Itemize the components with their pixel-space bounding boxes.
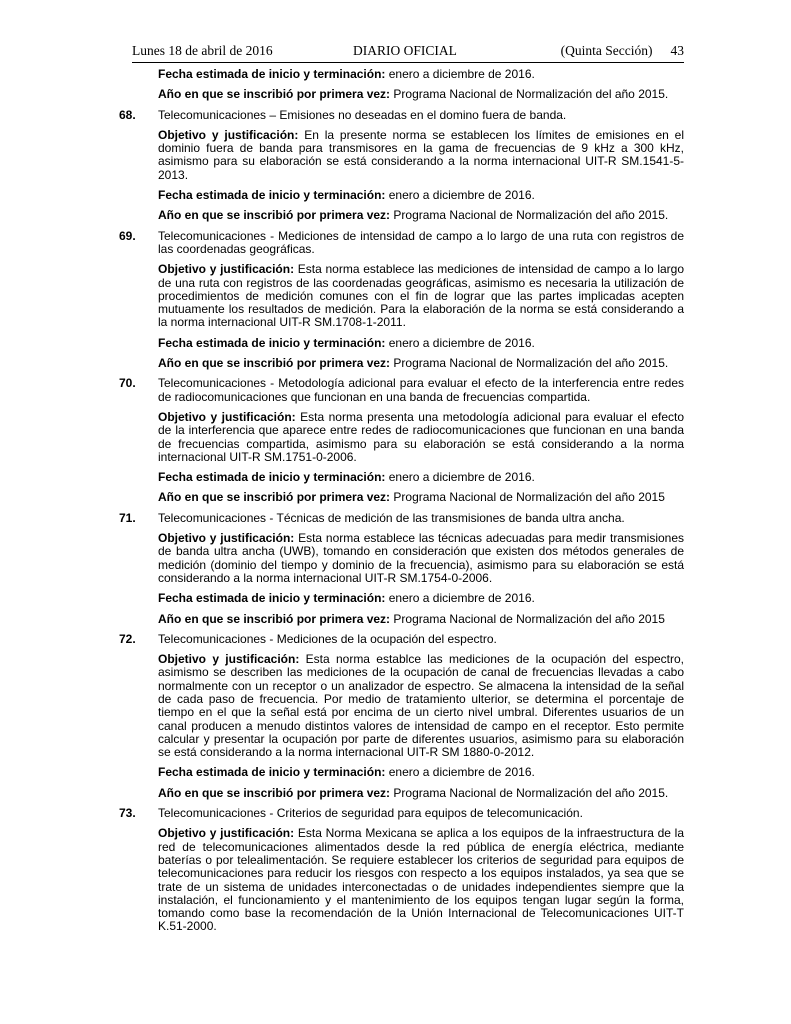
item-title: Telecomunicaciones - Técnicas de medición de las transmisiones de banda ultra ancha. (158, 510, 625, 525)
item-number: 71. (119, 510, 136, 525)
objetivo-text: Esta Norma Mexicana se aplica a los equipos de la infraestructura de la red de telecomunicaciones alimentados desde la red pública de energía eléctrica, mediante baterías o por telealimentación. Se requiere establecer los criterios de seguridad para equipos de telecomunicaciones para reducir los riesgos con respecto a los equipos instalados, ya sea que se trate de un sistema de unidades interconectadas o de unidades independientes siempre que la instalación, el funcionamiento y el mantenimiento de los equipos tengan lugar según la forma, tomando como base la recomendación de la Unión Internacional de Telecomunicaciones UIT-T K.51-2000. (158, 826, 685, 934)
item-72-objetivo (158, 653, 684, 759)
ano-value: Programa Nacional de Normalización del año 2015. (390, 785, 669, 800)
item-number: 73. (119, 806, 136, 821)
fecha-label: Fecha estimada de inicio y terminación: (158, 188, 386, 203)
item-72-ano (158, 787, 684, 800)
intro-fecha (158, 68, 684, 81)
header-publication: DIARIO OFICIAL (353, 43, 457, 58)
item-69-fecha (158, 337, 684, 350)
item-68-fecha (158, 189, 684, 202)
fecha-label: Fecha estimada de inicio y terminación: (158, 67, 386, 81)
objetivo-text: Esta norma establce las mediciones de la ocupación del espectro, asimismo se describen las mediciones de la ocupación de canal de frecuencias llevadas a cabo normalmente con un receptor o un analizador de espectro. Se almacena la intensidad de la señal de cada paso de frecuencia. Por medio de tratamiento ulterior, se determina el porcentaje de tiempo en el que la señal está por encima de un cierto nivel umbral. Diferentes usuarios de un canal producen a menudo distintos valores de intensidad de campo en el receptor. Esto permite calcular y presentar la ocupación por parte de diferentes usuarios, asimismo para su elaboración se está considerando a la norma internacional UIT-R SM 1880-0-2012. (158, 652, 684, 760)
ano-value: Programa Nacional de Normalización del año 2015 (390, 611, 665, 626)
item-70-objetivo (158, 411, 684, 464)
item-73-title (119, 806, 684, 821)
item-title: Telecomunicaciones - Metodología adicional para evaluar el efecto de la interferencia entre redes de radiocomunicaciones que funcionan en una banda de frecuencias compartida. (158, 376, 684, 404)
item-title: Telecomunicaciones - Mediciones de intensidad de campo a lo largo de una ruta con registros de las coordenadas geográficas. (158, 228, 684, 256)
objetivo-label: Objetivo y justificación: (158, 531, 295, 546)
ano-value: Programa Nacional de Normalización del año 2015. (390, 356, 669, 371)
fecha-value: enero a diciembre de 2016. (385, 765, 535, 780)
fecha-value: enero a diciembre de 2016. (385, 591, 535, 606)
item-69-ano (158, 357, 684, 370)
item-72-title (119, 631, 684, 646)
item-number: 68. (119, 107, 136, 122)
header-date: Lunes 18 de abril de 2016 (132, 43, 273, 58)
ano-label: Año en que se inscribió por primera vez: (158, 490, 391, 505)
objetivo-label: Objetivo y justificación: (158, 652, 300, 667)
fecha-value: enero a diciembre de 2016. (385, 67, 535, 81)
intro-ano (158, 88, 684, 101)
item-68-title (119, 107, 684, 122)
objetivo-text: Esta norma establece las mediciones de intensidad de campo a lo largo de una ruta con registros de las coordenadas geográficas, asimismo es necesaria la utilización de procedimientos de medición comunes con el fin de lograr que las partes implicadas acepten mutuamente los resultados de medición. Para la elaboración de la norma se está considerando a la norma internacional UIT-R SM.1708-1-2011. (158, 262, 685, 330)
ano-value: Programa Nacional de Normalización del año 2015. (390, 87, 669, 102)
item-69-objetivo (158, 263, 684, 329)
header-section: (Quinta Sección) (560, 43, 653, 58)
objetivo-text: En la presente norma se establecen los límites de emisiones en el dominio fuera de banda para transmisores en la gama de frecuencias de 9 kHz a 300 kHz, asimismo para su elaboración se está considerando a la norma internacional UIT-R SM.1541-5-2013. (158, 127, 684, 182)
fecha-label: Fecha estimada de inicio y terminación: (158, 470, 386, 485)
item-title: Telecomunicaciones - Criterios de seguridad para equipos de telecomunicación. (158, 806, 583, 821)
page-header (132, 42, 684, 63)
item-number: 72. (119, 631, 136, 646)
item-69-title (119, 228, 684, 257)
item-71-fecha (158, 592, 684, 605)
item-71-title (119, 510, 684, 525)
item-70-fecha (158, 471, 684, 484)
ano-value: Programa Nacional de Normalización del año 2015 (390, 490, 665, 505)
ano-label: Año en que se inscribió por primera vez: (158, 356, 391, 371)
ano-label: Año en que se inscribió por primera vez: (158, 785, 391, 800)
fecha-value: enero a diciembre de 2016. (385, 470, 535, 485)
item-73-objetivo (158, 827, 684, 933)
item-70-title (119, 376, 684, 404)
objetivo-text: Esta norma establece las técnicas adecuadas para medir transmisiones de banda ultra ancha (UWB), tomando en consideración que existen dos métodos generales de medición (dominio del tiempo y dominio de la frecuencia), asimismo para su elaboración se está considerando a la norma internacional UIT-R SM.1754-0-2006. (158, 531, 685, 585)
header-page-number: 43 (670, 43, 684, 58)
fecha-label: Fecha estimada de inicio y terminación: (158, 765, 386, 780)
item-68-objetivo (158, 129, 684, 182)
ano-label: Año en que se inscribió por primera vez: (158, 208, 391, 223)
item-71-objetivo (158, 532, 684, 585)
item-number: 70. (119, 376, 136, 391)
objetivo-text: Esta norma presenta una metodología adicional para evaluar el efecto de la interferencia que aparece entre redes de radiocomunicaciones que funcionan en una banda de frecuencias compartida, asimismo para su elaboración se está considerando a la norma internacional UIT-R SM.1751-0-2006. (158, 409, 685, 464)
item-71-ano (158, 613, 684, 626)
item-70-ano (158, 491, 684, 504)
fecha-label: Fecha estimada de inicio y terminación: (158, 335, 386, 350)
item-number: 69. (119, 228, 136, 243)
objetivo-label: Objetivo y justificación: (158, 409, 296, 424)
item-72-fecha (158, 766, 684, 779)
objetivo-label: Objetivo y justificación: (158, 262, 295, 277)
item-68-ano (158, 209, 684, 222)
item-title: Telecomunicaciones – Emisiones no deseadas en el domino fuera de banda. (158, 107, 567, 122)
ano-label: Año en que se inscribió por primera vez: (158, 611, 391, 626)
ano-value: Programa Nacional de Normalización del año 2015. (390, 208, 669, 223)
fecha-value: enero a diciembre de 2016. (385, 188, 535, 203)
document-body (119, 68, 684, 934)
fecha-label: Fecha estimada de inicio y terminación: (158, 591, 386, 606)
ano-label: Año en que se inscribió por primera vez: (158, 87, 391, 102)
item-title: Telecomunicaciones - Mediciones de la ocupación del espectro. (158, 631, 497, 646)
fecha-value: enero a diciembre de 2016. (385, 335, 535, 350)
objetivo-label: Objetivo y justificación: (158, 826, 295, 841)
objetivo-label: Objetivo y justificación: (158, 127, 299, 142)
